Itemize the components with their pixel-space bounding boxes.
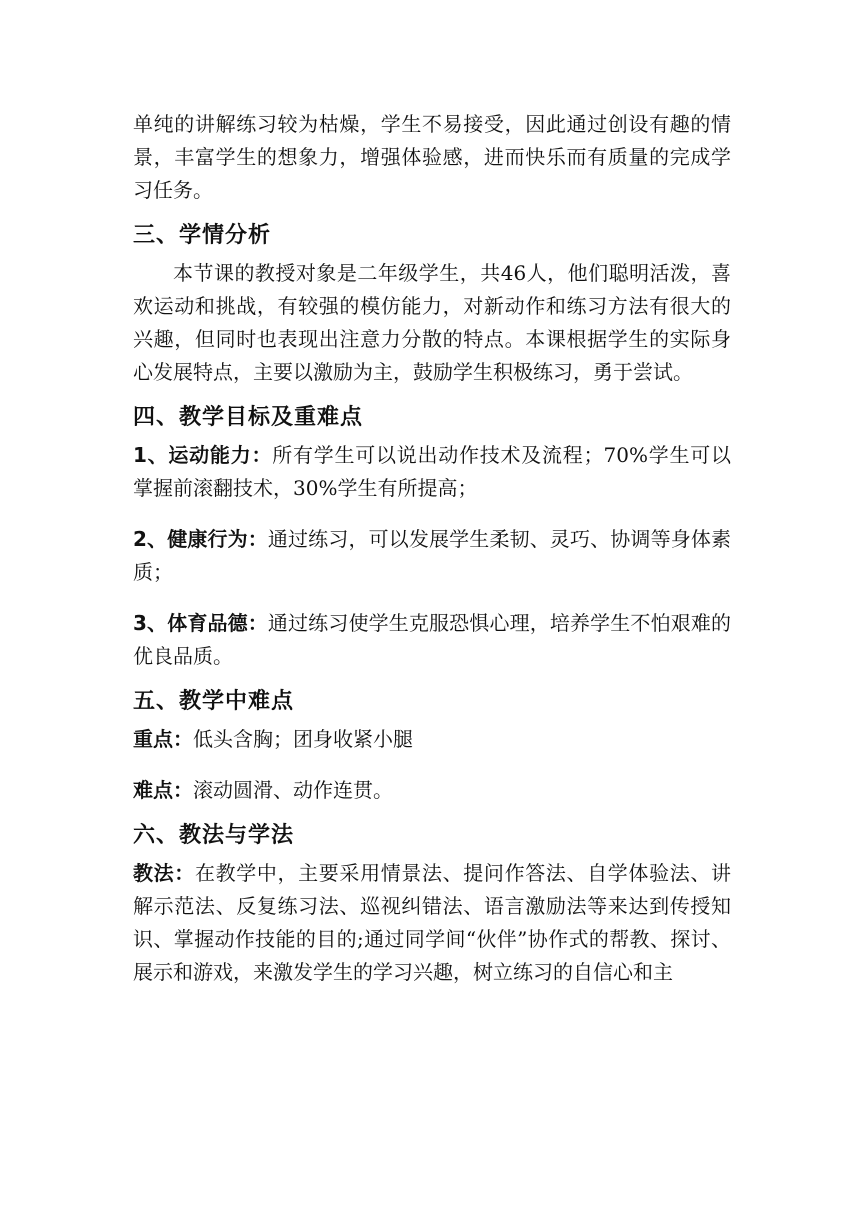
difficult-point-line [133, 774, 731, 807]
section-heading-teaching-goals: 四、教学目标及重难点 [133, 405, 364, 430]
teaching-method-label: 教法： [133, 861, 195, 885]
goal-text: 通过练习使学生克服恐惧心理，培养学生不怕艰难的优良品质。 [133, 611, 731, 668]
section-heading-methods: 六、教法与学法 [133, 823, 295, 848]
goal-label: 1、运动能力： [133, 443, 273, 467]
goal-text: 通过练习，可以发展学生柔韧、灵巧、协调等身体素质； [133, 527, 731, 584]
goal-text: 所有学生可以说出动作技术及流程；70%学生可以掌握前滚翻技术，30%学生有所提高； [133, 443, 731, 500]
key-point-text: 低头含胸；团身收紧小腿 [193, 727, 413, 751]
goal-item-sports-ethics [133, 607, 731, 673]
document-body [133, 108, 731, 989]
intro-paragraph: 单纯的讲解练习较为枯燥，学生不易接受，因此通过创设有趣的情景，丰富学生的想象力，增强体验感，进而快乐而有质量的完成学习任务。 [133, 112, 731, 202]
teaching-method-text: 在教学中，主要采用情景法、提问作答法、自学体验法、讲解示范法、反复练习法、巡视纠错法、语言激励法等来达到传授知识、掌握动作技能的目的;通过同学间“伙伴”协作式的帮教、探讨、展示和游戏，来激发学生的学习兴趣，树立练习的自信心和主 [133, 861, 732, 984]
goal-item-motor-ability [133, 439, 731, 505]
goal-label: 2、健康行为： [133, 527, 268, 551]
section-heading-student-analysis: 三、学情分析 [133, 223, 272, 248]
goal-item-health-behavior [133, 523, 731, 589]
difficult-point-label: 难点： [133, 778, 193, 802]
difficult-point-text: 滚动圆滑、动作连贯。 [193, 778, 393, 802]
student-analysis-paragraph: 本节课的教授对象是二年级学生，共46人，他们聪明活泼，喜欢运动和挑战，有较强的模仿能力，对新动作和练习方法有很大的兴趣，但同时也表现出注意力分散的特点。本课根据学生的实际身心发展特点，主要以激励为主，鼓励学生积极练习，勇于尝试。 [133, 261, 731, 384]
section-heading-key-difficult-points: 五、教学中难点 [133, 689, 295, 714]
key-point-line [133, 723, 731, 756]
goal-label: 3、体育品德： [133, 611, 268, 635]
teaching-method-paragraph [133, 857, 731, 989]
key-point-label: 重点： [133, 727, 193, 751]
